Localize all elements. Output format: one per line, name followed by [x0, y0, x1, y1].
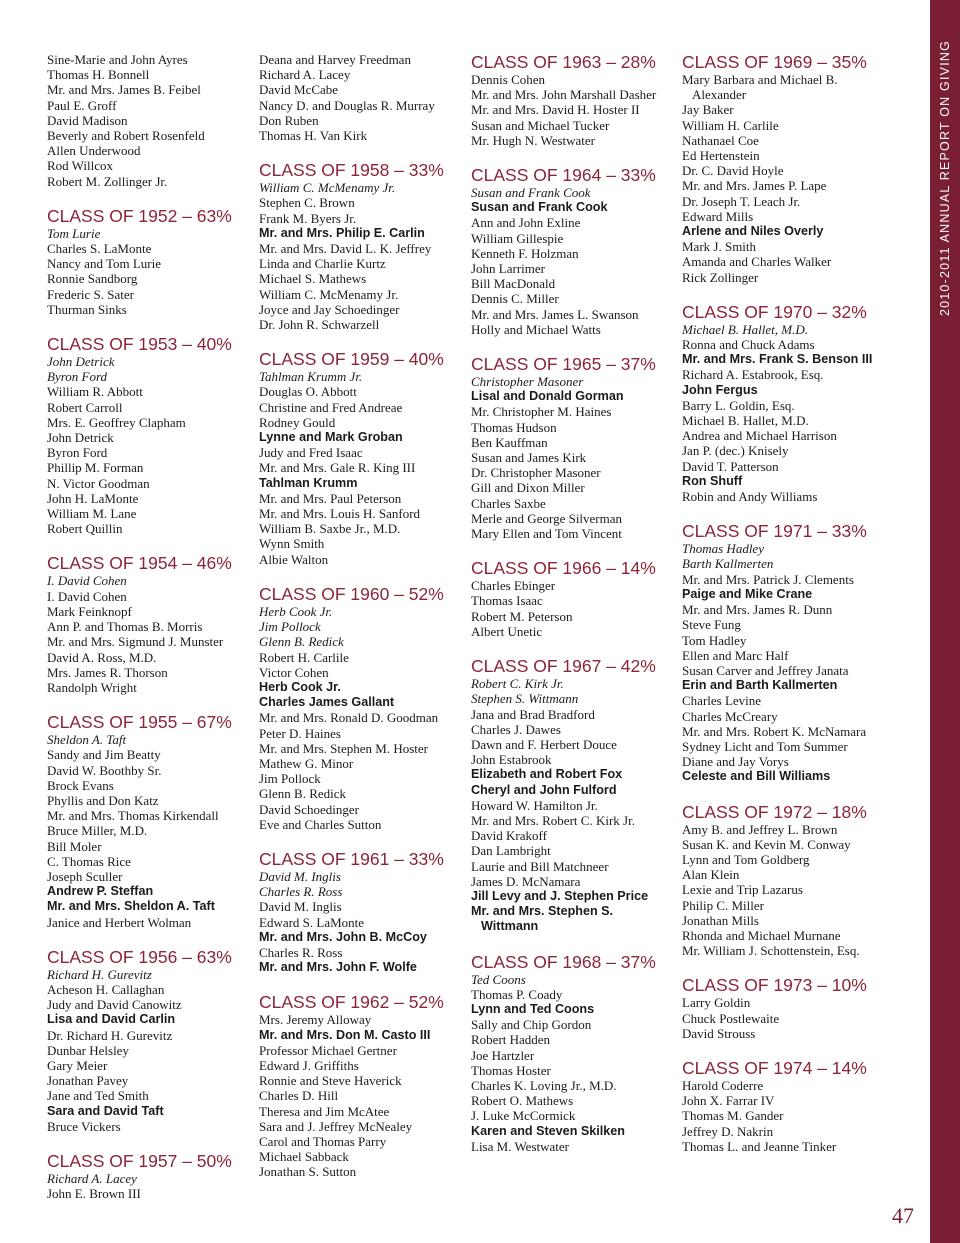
donor-name: Theresa and Jim McAtee — [259, 1103, 390, 1119]
class-heading: CLASS OF 1964 – 33% — [471, 165, 656, 186]
side-banner — [930, 0, 960, 1243]
donor-name: Dunbar Helsley — [47, 1042, 129, 1058]
donor-name: Amanda and Charles Walker — [682, 254, 832, 270]
donor-name: Arlene and Niles Overly — [682, 224, 824, 239]
donor-name: Diane and Jay Vorys — [682, 754, 789, 770]
donor-name: Dr. C. David Hoyle — [682, 163, 784, 179]
donor-name: Robert O. Mathews — [471, 1093, 574, 1109]
donor-name: John E. Brown III — [47, 1186, 141, 1202]
donor-name: David A. Ross, M.D. — [47, 649, 157, 665]
class-heading: CLASS OF 1956 – 63% — [47, 946, 232, 967]
donor-name: Eve and Charles Sutton — [259, 816, 382, 832]
donor-name: William R. Abbott — [47, 384, 143, 400]
donor-name: Victor Cohen — [259, 664, 329, 680]
donor-name: Jonathan Mills — [682, 912, 759, 928]
donor-name: Mr. and Mrs. John Marshall Dasher — [471, 87, 657, 103]
donor-name: Ron Shuff — [682, 473, 743, 488]
donor-name: Elizabeth and Robert Fox — [471, 767, 623, 782]
donor-name: Susan and Michael Tucker — [471, 117, 610, 133]
donor-name: John Fergus — [682, 382, 758, 397]
donor-name: Lynn and Tom Goldberg — [682, 851, 810, 867]
class-agent-name: Barth Kallmerten — [682, 556, 774, 572]
donor-name: Robert Carroll — [47, 399, 123, 415]
donor-column-3 — [471, 52, 671, 1154]
donor-name: Sara and J. Jeffrey McNealey — [259, 1118, 413, 1134]
donor-name: Mark Feinknopf — [47, 603, 132, 619]
donor-name: Mr. and Mrs. James P. Lape — [682, 178, 827, 194]
donor-name: Susan and James Kirk — [471, 450, 587, 466]
donor-name: David Krakoff — [471, 828, 547, 844]
donor-name: Bill MacDonald — [471, 276, 556, 292]
class-heading: CLASS OF 1967 – 42% — [471, 656, 656, 677]
donor-name: Jill Levy and J. Stephen Price — [471, 888, 649, 903]
class-agent-name: Jim Pollock — [259, 619, 321, 635]
donor-name: Stephen C. Brown — [259, 195, 355, 211]
donor-name: Mary Barbara and Michael B. Alexander — [682, 72, 838, 103]
class-heading: CLASS OF 1953 – 40% — [47, 334, 232, 355]
donor-name: Jonathan Pavey — [47, 1073, 129, 1089]
donor-name: Mr. and Mrs. James L. Swanson — [471, 306, 639, 322]
donor-name: Richard A. Estabrook, Esq. — [682, 367, 824, 383]
class-heading: CLASS OF 1971 – 33% — [682, 521, 867, 542]
class-agent-name: Richard A. Lacey — [47, 1170, 137, 1186]
donor-name: Ann P. and Thomas B. Morris — [47, 619, 203, 635]
donor-name: David M. Inglis — [259, 899, 342, 915]
class-heading: CLASS OF 1960 – 52% — [259, 583, 444, 604]
class-agent-name: Tahlman Krumm Jr. — [259, 369, 363, 385]
donor-name: Byron Ford — [47, 445, 108, 461]
donor-name: Frederic S. Sater — [47, 286, 135, 302]
donor-name: Charles McCreary — [682, 708, 778, 724]
donor-name: Mr. and Mrs. Ronald D. Goodman — [259, 710, 439, 726]
donor-name: Peter D. Haines — [259, 725, 341, 741]
donor-name: Joyce and Jay Schoedinger — [259, 301, 400, 317]
donor-name: Deana and Harvey Freedman — [259, 52, 411, 67]
class-heading: CLASS OF 1966 – 14% — [471, 558, 656, 579]
donor-name: Amy B. and Jeffrey L. Brown — [682, 821, 838, 837]
donor-name: Judy and Fred Isaac — [259, 445, 363, 461]
donor-name: Susan Carver and Jeffrey Janata — [682, 662, 849, 678]
class-heading: CLASS OF 1965 – 37% — [471, 354, 656, 375]
donor-name: Kenneth F. Holzman — [471, 245, 579, 261]
donor-name: Charles R. Ross — [259, 944, 343, 960]
class-agent-name: William C. McMenamy Jr. — [259, 180, 396, 196]
donor-name: Jeffrey D. Nakrin — [682, 1123, 774, 1139]
donor-name: Nancy D. and Douglas R. Murray — [259, 97, 435, 113]
donor-name: Barry L. Goldin, Esq. — [682, 397, 795, 413]
donor-name: Holly and Michael Watts — [471, 321, 601, 337]
donor-name: David McCabe — [259, 82, 339, 98]
donor-name: Joe Hartzler — [471, 1047, 535, 1063]
donor-name: Mathew G. Minor — [259, 755, 354, 771]
donor-name: Paige and Mike Crane — [682, 586, 813, 601]
donor-name: Charles Levine — [682, 693, 762, 709]
donor-name: Lexie and Trip Lazarus — [682, 882, 803, 898]
class-heading: CLASS OF 1959 – 40% — [259, 349, 444, 370]
donor-name: Acheson H. Callaghan — [47, 981, 165, 997]
donor-name: Sara and David Taft — [47, 1103, 164, 1118]
donor-name: Thurman Sinks — [47, 301, 127, 317]
donor-name: Thomas M. Gander — [682, 1108, 784, 1124]
donor-name: J. Luke McCormick — [471, 1108, 576, 1124]
donor-name: Mr. and Mrs. David H. Hoster II — [471, 102, 640, 118]
donor-name: Ann and John Exline — [471, 215, 581, 231]
class-heading: CLASS OF 1954 – 46% — [47, 553, 232, 574]
donor-name: Philip C. Miller — [682, 897, 764, 913]
side-banner-text: 2010-2011 ANNUAL REPORT ON GIVING — [938, 39, 952, 317]
donor-name: Mr. and Mrs. David L. K. Jeffrey — [259, 241, 432, 257]
class-agent-name: Robert C. Kirk Jr. — [471, 676, 564, 692]
class-heading: CLASS OF 1952 – 63% — [47, 205, 232, 226]
donor-name: Thomas H. Van Kirk — [259, 128, 368, 144]
donor-name: Mrs. E. Geoffrey Clapham — [47, 414, 186, 430]
donor-name: Jay Baker — [682, 102, 734, 118]
donor-name: Thomas Isaac — [471, 593, 543, 609]
donor-column-1 — [47, 52, 247, 1201]
donor-name: Mr. and Mrs. Louis H. Sanford — [259, 506, 421, 522]
donor-name: Phillip M. Forman — [47, 460, 144, 476]
donor-name: Mr. and Mrs. John B. McCoy — [259, 929, 427, 944]
donor-name: William H. Carlile — [682, 117, 779, 133]
donor-name: Mrs. James R. Thorson — [47, 664, 168, 680]
donor-name: John X. Farrar IV — [682, 1093, 775, 1109]
donor-name: William B. Saxbe Jr., M.D. — [259, 521, 401, 537]
donor-name: Edward Mills — [682, 208, 754, 224]
class-agent-name: Glenn B. Redick — [259, 634, 344, 650]
class-agent-name: Ted Coons — [471, 971, 526, 987]
donor-name: Sydney Licht and Tom Summer — [682, 738, 848, 754]
donor-name: David T. Patterson — [682, 458, 779, 474]
class-heading: CLASS OF 1963 – 28% — [471, 52, 656, 72]
donor-name: Albie Walton — [259, 551, 329, 567]
donor-name: Brock Evans — [47, 777, 114, 793]
donor-name: Michael B. Hallet, M.D. — [682, 413, 809, 429]
donor-name: Celeste and Bill Williams — [682, 769, 831, 784]
donor-name: Mr. Christopher M. Haines — [471, 404, 612, 420]
donor-name: William M. Lane — [47, 506, 137, 522]
donor-name: Lynn and Ted Coons — [471, 1001, 595, 1016]
donor-name: Charles Ebinger — [471, 578, 556, 594]
class-heading: CLASS OF 1961 – 33% — [259, 848, 444, 869]
class-heading: CLASS OF 1958 – 33% — [259, 160, 444, 181]
donor-name: Dawn and F. Herbert Douce — [471, 736, 617, 752]
donor-name: Mr. and Mrs. Robert K. McNamara — [682, 723, 867, 739]
donor-name: Bruce Miller, M.D. — [47, 823, 148, 839]
donor-name: David Strouss — [682, 1025, 756, 1041]
class-heading: CLASS OF 1957 – 50% — [47, 1150, 232, 1171]
donor-name: Nancy and Tom Lurie — [47, 256, 162, 272]
donor-name: Robert Hadden — [471, 1032, 551, 1048]
donor-name: Andrew P. Steffan — [47, 884, 154, 899]
donor-name: Thomas H. Bonnell — [47, 67, 150, 83]
donor-name: Jonathan S. Sutton — [259, 1164, 357, 1180]
donor-name: Jan P. (dec.) Knisely — [682, 443, 789, 459]
donor-name: Herb Cook Jr. — [259, 679, 341, 694]
donor-name: Karen and Steven Skilken — [471, 1123, 625, 1138]
donor-name: Ben Kauffman — [471, 434, 548, 450]
class-heading: CLASS OF 1973 – 10% — [682, 975, 867, 996]
donor-name: Nathanael Coe — [682, 132, 759, 148]
donor-name: Robert Quillin — [47, 521, 123, 537]
donor-name: Sine-Marie and John Ayres — [47, 52, 188, 67]
donor-name: Wynn Smith — [259, 536, 325, 552]
donor-name: Sally and Chip Gordon — [471, 1017, 592, 1033]
donor-name: Dennis Cohen — [471, 72, 546, 87]
donor-name: Mr. and Mrs. Don M. Casto III — [259, 1027, 431, 1042]
donor-name: Ed Hertenstein — [682, 148, 760, 164]
donor-name: Paul E. Groff — [47, 97, 117, 113]
donor-name: Dr. Christopher Masoner — [471, 465, 601, 481]
donor-name: Thomas L. and Jeanne Tinker — [682, 1138, 837, 1154]
donor-name: Allen Underwood — [47, 143, 141, 159]
donor-name: Glenn B. Redick — [259, 786, 347, 802]
donor-name: Cheryl and John Fulford — [471, 782, 617, 797]
class-agent-name: John Detrick — [47, 354, 115, 370]
donor-name: Mr. and Mrs. Patrick J. Clements — [682, 571, 854, 587]
donor-name: Mr. and Mrs. Gale R. King III — [259, 460, 416, 476]
donor-name: Beverly and Robert Rosenfeld — [47, 128, 205, 144]
donor-name: Mr. and Mrs. Stephen M. Hoster — [259, 740, 428, 756]
donor-name: Susan and Frank Cook — [471, 200, 608, 215]
class-heading: CLASS OF 1970 – 32% — [682, 301, 867, 322]
donor-name: Charles K. Loving Jr., M.D. — [471, 1077, 617, 1093]
donor-name: Steve Fung — [682, 617, 741, 633]
donor-name: Jana and Brad Bradford — [471, 706, 595, 722]
donor-name: Mrs. Jeremy Alloway — [259, 1012, 372, 1028]
donor-name: Rick Zollinger — [682, 269, 759, 285]
class-agent-name: Stephen S. Wittmann — [471, 691, 579, 707]
donor-name: I. David Cohen — [47, 588, 127, 604]
donor-name: Phyllis and Don Katz — [47, 792, 159, 808]
donor-name: Gary Meier — [47, 1057, 108, 1073]
donor-name: Janice and Herbert Wolman — [47, 914, 192, 930]
donor-name: David W. Boothby Sr. — [47, 762, 162, 778]
class-heading: CLASS OF 1974 – 14% — [682, 1057, 867, 1078]
donor-name: John H. LaMonte — [47, 490, 139, 506]
donor-name: Mr. and Mrs. Philip E. Carlin — [259, 225, 425, 240]
donor-name: Jane and Ted Smith — [47, 1088, 149, 1104]
class-agent-name: Michael B. Hallet, M.D. — [682, 321, 808, 337]
class-agent-name: Christopher Masoner — [471, 374, 584, 390]
class-agent-name: Charles R. Ross — [259, 884, 343, 900]
donor-name: John Detrick — [47, 430, 114, 446]
donor-name: Lynne and Mark Groban — [259, 430, 403, 445]
donor-name: David Schoedinger — [259, 801, 360, 817]
donor-name: Chuck Postlewaite — [682, 1010, 780, 1026]
donor-column-4 — [682, 52, 882, 1154]
donor-name: Dan Lambright — [471, 843, 551, 859]
donor-name: Mark J. Smith — [682, 239, 757, 255]
donor-name: Jim Pollock — [259, 771, 321, 787]
donor-name: Michael Sabback — [259, 1149, 349, 1165]
donor-name: Tom Hadley — [682, 632, 747, 648]
donor-name: Thomas P. Coady — [471, 986, 563, 1002]
class-agent-name: Byron Ford — [47, 369, 108, 385]
donor-name: Dr. John R. Schwarzell — [259, 317, 380, 333]
donor-name: Charles J. Dawes — [471, 721, 561, 737]
donor-name: Mr. and Mrs. Paul Peterson — [259, 490, 402, 506]
donor-name: William C. McMenamy Jr. — [259, 286, 399, 302]
donor-name: Mr. and Mrs. Robert C. Kirk Jr. — [471, 812, 635, 828]
donor-name: Alan Klein — [682, 867, 740, 883]
donor-column-2 — [259, 52, 459, 1180]
donor-name: Douglas O. Abbott — [259, 384, 357, 400]
donor-name: Professor Michael Gertner — [259, 1042, 397, 1058]
donor-name: Rod Willcox — [47, 158, 114, 174]
donor-name: Tahlman Krumm — [259, 475, 358, 490]
donor-name: Merle and George Silverman — [471, 510, 623, 526]
donor-name: Carol and Thomas Parry — [259, 1133, 387, 1149]
donor-name: Laurie and Bill Matchneer — [471, 858, 609, 874]
donor-name: Mr. and Mrs. James B. Feibel — [47, 82, 201, 98]
donor-name: N. Victor Goodman — [47, 475, 150, 491]
donor-name: Don Ruben — [259, 112, 319, 128]
donor-name: Dennis C. Miller — [471, 291, 559, 307]
donor-name: Joseph Sculler — [47, 868, 123, 884]
class-agent-name: Susan and Frank Cook — [471, 185, 591, 201]
donor-name: Charles D. Hill — [259, 1088, 339, 1104]
donor-name: Rhonda and Michael Murnane — [682, 927, 841, 943]
donor-name: Robert M. Zollinger Jr. — [47, 173, 168, 189]
class-agent-name: Richard H. Gurevitz — [47, 966, 152, 982]
donor-name: Charles S. LaMonte — [47, 241, 152, 257]
class-agent-name: Tom Lurie — [47, 225, 101, 241]
donor-name: Susan K. and Kevin M. Conway — [682, 836, 851, 852]
donor-name: Mr. William J. Schottenstein, Esq. — [682, 943, 860, 959]
donor-name: James D. McNamara — [471, 873, 581, 889]
donor-name: Charles James Gallant — [259, 695, 395, 710]
donor-name: Mr. and Mrs. John F. Wolfe — [259, 960, 417, 975]
donor-name: John Estabrook — [471, 752, 552, 768]
donor-name: Mr. and Mrs. Frank S. Benson III — [682, 352, 873, 367]
donor-name: Mr. and Mrs. Stephen S. Wittmann — [471, 904, 614, 934]
donor-name: Mr. and Mrs. Sheldon A. Taft — [47, 899, 215, 914]
donor-name: Rodney Gould — [259, 414, 336, 430]
donor-name: Ellen and Marc Half — [682, 647, 789, 663]
donor-name: Judy and David Canowitz — [47, 997, 182, 1013]
donor-name: C. Thomas Rice — [47, 853, 131, 869]
donor-name: Edward S. LaMonte — [259, 914, 365, 930]
page-number: 47 — [892, 1203, 914, 1228]
donor-name: Howard W. Hamilton Jr. — [471, 797, 598, 813]
donor-name: Randolph Wright — [47, 679, 137, 695]
donor-name: Mr. and Mrs. James R. Dunn — [682, 602, 833, 618]
class-agent-name: Sheldon A. Taft — [47, 732, 127, 748]
donor-name: Larry Goldin — [682, 995, 751, 1011]
donor-name: Robert M. Peterson — [471, 608, 573, 624]
donor-name: Gill and Dixon Miller — [471, 480, 585, 496]
donor-name: Lisa and David Carlin — [47, 1012, 176, 1027]
donor-name: Andrea and Michael Harrison — [682, 428, 837, 444]
donor-name: Albert Unetic — [471, 623, 543, 639]
class-agent-name: David M. Inglis — [259, 868, 341, 884]
class-agent-name: Herb Cook Jr. — [259, 603, 333, 619]
donor-name: Mr. and Mrs. Thomas Kirkendall — [47, 808, 219, 824]
donor-name: Bruce Vickers — [47, 1118, 121, 1134]
class-heading: CLASS OF 1955 – 67% — [47, 712, 232, 733]
donor-name: Ronna and Chuck Adams — [682, 337, 815, 353]
donor-name: Bill Moler — [47, 838, 102, 854]
donor-name: Mary Ellen and Tom Vincent — [471, 526, 622, 542]
class-heading: CLASS OF 1969 – 35% — [682, 52, 867, 72]
donor-name: Mr. and Mrs. Sigmund J. Munster — [47, 634, 224, 650]
donor-name: Mr. Hugh N. Westwater — [471, 132, 596, 148]
donor-name: Christine and Fred Andreae — [259, 399, 403, 415]
donor-name: Ronnie and Steve Haverick — [259, 1073, 402, 1089]
donor-name: Dr. Joseph T. Leach Jr. — [682, 193, 801, 209]
donor-name: Robin and Andy Williams — [682, 489, 818, 505]
donor-name: Edward J. Griffiths — [259, 1057, 359, 1073]
donor-name: Thomas Hoster — [471, 1062, 551, 1078]
donor-name: Robert H. Carlile — [259, 649, 349, 665]
donor-name: Lisal and Donald Gorman — [471, 389, 624, 404]
donor-name: Erin and Barth Kallmerten — [682, 678, 838, 693]
donor-name: Michael S. Mathews — [259, 271, 367, 287]
class-heading: CLASS OF 1968 – 37% — [471, 951, 656, 972]
donor-name: Harold Coderre — [682, 1077, 764, 1093]
donor-name: Richard A. Lacey — [259, 67, 351, 83]
class-heading: CLASS OF 1972 – 18% — [682, 801, 867, 822]
donor-name: Ronnie Sandborg — [47, 271, 138, 287]
class-agent-name: I. David Cohen — [47, 573, 127, 589]
donor-name: Sandy and Jim Beatty — [47, 747, 161, 763]
donor-name: Charles Saxbe — [471, 495, 546, 511]
donor-name: Thomas Hudson — [471, 419, 557, 435]
donor-name: Lisa M. Westwater — [471, 1138, 569, 1154]
donor-name: Linda and Charlie Kurtz — [259, 256, 386, 272]
donor-name: Frank M. Byers Jr. — [259, 210, 357, 226]
donor-name: Dr. Richard H. Gurevitz — [47, 1027, 173, 1043]
class-heading: CLASS OF 1962 – 52% — [259, 992, 444, 1013]
donor-name: David Madison — [47, 112, 128, 128]
class-agent-name: Thomas Hadley — [682, 541, 764, 557]
donor-name: John Larrimer — [471, 261, 546, 277]
donor-name: William Gillespie — [471, 230, 564, 246]
